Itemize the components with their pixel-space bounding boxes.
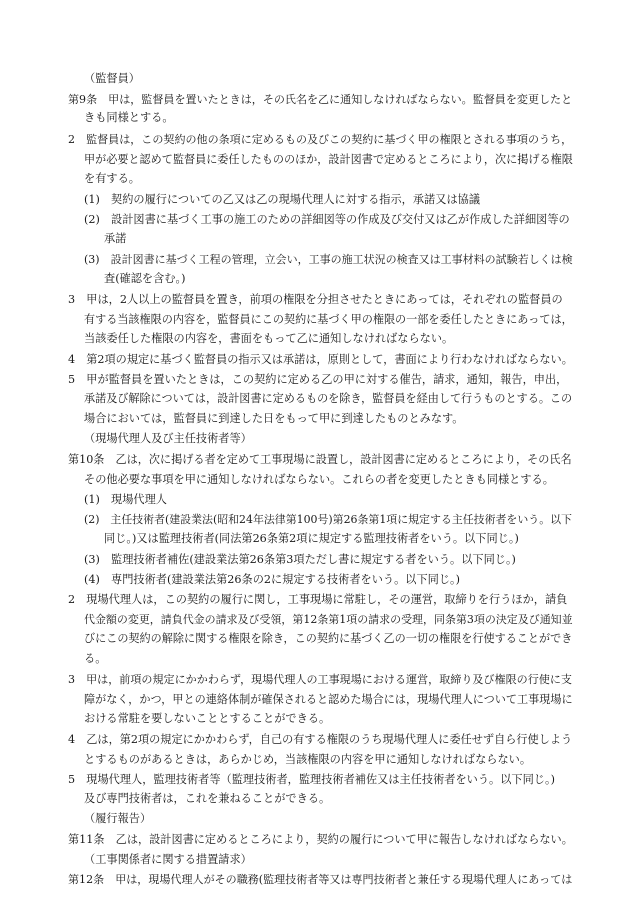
article-9-item-1: (1) 契約の履行についての乙又は乙の現場代理人に対する指示，承諾又は協議	[84, 193, 481, 206]
article-9-item-2-line-1: (2) 設計図書に基づく工事の施工のための詳細図等の作成及び交付又は乙が作成した詳細図等の	[84, 213, 570, 226]
article-10-para-3-line-3: おける常駐を要しないこととすることができる。	[84, 712, 331, 725]
article-10-item-2-line-1: (2) 主任技術者(建設業法(昭和24年法律第100号)第26条第1項に規定する主任技術者をいう。以下	[84, 513, 572, 526]
article-9-para-5-line-1: 5 甲が監督員を置いたときは，この契約に定める乙の甲に対する催告，請求，通知，報告，申出，	[68, 373, 568, 386]
article-9-para-5-line-2: 承諾及び解除については，設計図書に定めるものを除き，監督員を経由して行うものとする。この	[84, 392, 573, 405]
article-10-line-1: 第10条 乙は，次に掲げる者を定めて工事現場に設置し，設計図書に定めるところにより，その氏名	[68, 453, 572, 466]
article-10-para-2-line-4: る。	[84, 652, 107, 665]
article-10-line-2: その他必要な事項を甲に通知しなければならない。これらの者を変更したときも同様とする。	[84, 473, 554, 486]
article-9-para-3-line-2: 有する当該権限の内容を，監督員にこの契約に基づく甲の権限の一部を委任したときにあっては，	[84, 313, 573, 326]
article-10-para-2-line-3: びにこの契約の解除に関する権限を除き，この契約に基づく乙の一切の権限を行使することができ	[84, 632, 573, 645]
article-9-para-3-line-1: 3 甲は，2人以上の監督員を置き，前項の権限を分担させたときにあっては，それぞれの監督員の	[68, 293, 563, 306]
article-9-para-4: 4 第2項の規定に基づく監督員の指示又は承諾は，原則として，書面により行わなければならない。	[68, 353, 573, 366]
article-9-para-3-line-3: 当該委任した権限の内容を，書面をもって乙に通知しなければならない。	[84, 332, 454, 345]
article-10-para-5-line-2: 及び専門技術者は，これを兼ねることができる。	[84, 792, 331, 805]
article-11: 第11条 乙は，設計図書に定めるところにより，契約の履行について甲に報告しなければならない。	[68, 833, 573, 846]
heading-site-agent: （現場代理人及び主任技術者等）	[84, 432, 252, 445]
article-9-para-2-line-1: 2 監督員は，この契約の他の条項に定めるもの及びこの契約に基づく甲の権限とされる事項のうち，	[68, 133, 573, 146]
heading-performance-report: （履行報告）	[84, 812, 152, 825]
article-10-item-1: (1) 現場代理人	[84, 493, 167, 506]
article-9-item-3-line-1: (3) 設計図書に基づく工程の管理，立会い，工事の施工状況の検査又は工事材料の試験若しくは検	[84, 253, 573, 266]
article-10-para-2-line-1: 2 現場代理人は，この契約の履行に関し，工事現場に常駐し，その運営，取締りを行うほか，請負	[68, 593, 568, 606]
heading-supervisor: （監督員）	[84, 72, 140, 85]
article-10-item-3: (3) 監理技術者補佐(建設業法第26条第3項ただし書に規定する者をいう。以下同じ。)	[84, 553, 516, 566]
article-10-para-4-line-1: 4 乙は，第2項の規定にかかわらず，自己の有する権限のうち現場代理人に委任せず自ら行使しよう	[68, 733, 573, 746]
article-9-para-2-line-3: を有する。	[84, 172, 140, 185]
article-9-para-2-line-2: 甲が必要と認めて監督員に委任したもののほか，設計図書で定めるところにより，次に掲げる権限	[84, 153, 573, 166]
article-9-item-2-line-2: 承諾	[104, 232, 127, 245]
article-9-line-2: きも同様とする。	[84, 111, 174, 124]
article-10-para-3-line-2: 障がなく，かつ，甲との連絡体制が確保されると認めた場合には，現場代理人について工事現場に	[84, 693, 573, 706]
article-10-para-5-line-1: 5 現場代理人，監理技術者等（監理技術者，監理技術者補佐又は主任技術者をいう。以下同じ。)	[68, 773, 555, 786]
article-10-item-4: (4) 専門技術者(建設業法第26条の2に規定する技術者をいう。以下同じ。)	[84, 573, 460, 586]
article-10-para-2-line-2: 代金額の変更，請負代金の請求及び受領，第12条第1項の請求の受理，同条第3項の決定及び通知並	[84, 613, 573, 626]
article-9-line-1: 第9条 甲は，監督員を置いたときは，その氏名を乙に通知しなければならない。監督員を変更したと	[68, 93, 573, 106]
article-10-para-3-line-1: 3 甲は，前項の規定にかかわらず，現場代理人の工事現場における運営，取締り及び権限の行使に支	[68, 673, 572, 686]
article-10-item-2-line-2: 同じ。)又は監理技術者(同法第26条第2項に規定する監理技術者をいう。以下同じ。)	[104, 532, 519, 545]
article-9-para-5-line-3: 場合においては，監督員に到達した日をもって甲に到達したものとみなす。	[84, 412, 464, 425]
article-9-item-3-line-2: 査(確認を含む。)	[104, 272, 186, 285]
article-10-para-4-line-2: とするものがあるときは，あらかじめ，当該権限の内容を甲に通知しなければならない。	[84, 753, 532, 766]
article-12-line-1: 第12条 甲は，現場代理人がその職務(監理技術者等又は専門技術者と兼任する現場代理人にあっては	[68, 873, 573, 886]
heading-measures-request: （工事関係者に関する措置請求）	[84, 853, 252, 866]
